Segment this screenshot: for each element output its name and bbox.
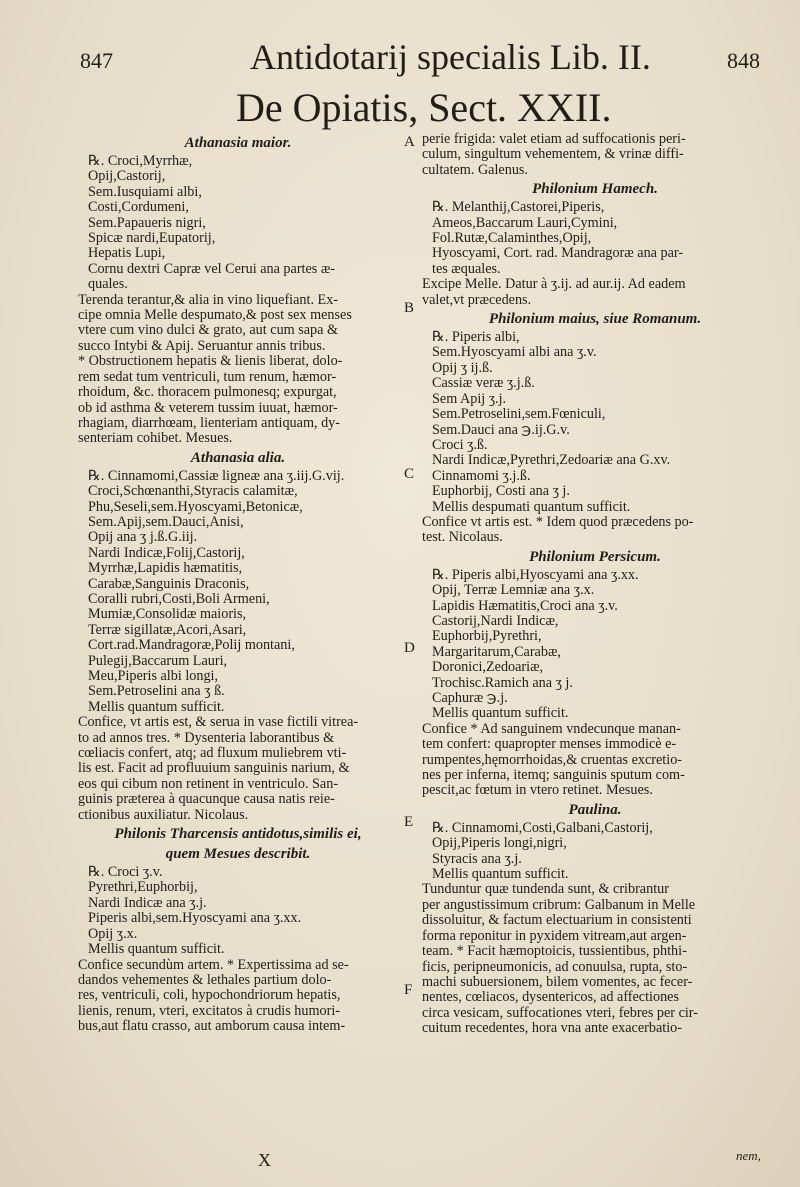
ingredient-line: tes æquales.	[432, 260, 501, 277]
text-line: team. * Facit hæmoptoicis, tussientibus, phthi-	[422, 943, 687, 960]
text-line: cuitum recedentes, hora vna ante exacerbatio-	[422, 1020, 682, 1037]
ingredient-line: Myrrhæ,Lapidis hæmatitis,	[88, 560, 243, 577]
text-line: Tunduntur quæ tundenda sunt, & cribrantur	[422, 881, 669, 898]
ingredient-line: Sem Apij ʒ.j.	[432, 390, 507, 407]
text-line: vtere cum vino dulci & grato, aut cum sapa &	[78, 322, 339, 339]
ingredient-line: Nardi Indicæ ana ʒ.j.	[88, 894, 207, 911]
text-line: nentes, cœliacos, dysentericos, ad affectiones	[422, 989, 679, 1006]
ingredient-line: Hepatis Lupi,	[88, 245, 166, 262]
text-line: perie frigida: valet etiam ad suffocationis peri-	[422, 131, 686, 147]
text-line: cipe omnia Melle despumato,& post sex menses	[78, 307, 352, 324]
margin-letter: B	[404, 300, 415, 316]
ingredient-line: ℞. Croci ʒ.v.	[88, 864, 163, 881]
margin-letter: A	[404, 134, 415, 150]
ingredient-line: Opij,Castorij,	[88, 168, 166, 185]
text-line: bus,aut flatu crasso, aut amborum causa intem-	[78, 1018, 346, 1035]
ingredient-line: Cassiæ veræ ʒ.j.ß.	[432, 375, 535, 392]
ingredient-line: Costi,Cordumeni,	[88, 199, 189, 216]
text-line: res, ventriculi, coli, hypochondriorum hepatis,	[78, 987, 341, 1004]
recipe-heading: Philonium Persicum.	[529, 548, 661, 565]
ingredient-line: Hyoscyami, Cort. rad. Mandragoræ ana par-	[432, 245, 684, 262]
ingredient-line: Styracis ana ʒ.j.	[432, 850, 522, 867]
ingredient-line: Mumiæ,Consolidæ maioris,	[88, 606, 247, 623]
text-line: ob id asthma & veterem tussim iuuat, hæmor-	[78, 399, 338, 416]
ingredient-line: Opij ʒ ij.ß.	[432, 359, 493, 376]
ingredient-line: Sem.Dauci ana ℈.ij.G.v.	[432, 421, 570, 438]
ingredient-line: ℞. Piperis albi,	[432, 329, 520, 346]
text-line: guinis præterea à quacunque causa natis reie-	[78, 791, 335, 808]
ingredient-line: Fol.Rutæ,Calaminthes,Opij,	[432, 230, 592, 247]
recipe-heading: Philonium Hamech.	[532, 181, 658, 198]
ingredient-line: Mellis despumati quantum sufficit.	[432, 498, 631, 515]
ingredient-line: Mellis quantum sufficit.	[432, 866, 569, 883]
ingredient-line: Opij, Terræ Lemniæ ana ʒ.x.	[432, 582, 595, 599]
ingredient-line: Opij,Piperis longi,nigri,	[432, 835, 567, 852]
recipe-heading: Paulina.	[568, 801, 622, 818]
ingredient-line: Margaritarum,Carabæ,	[432, 643, 561, 660]
text-line: * Obstructionem hepatis & lienis liberat, dolo-	[78, 353, 343, 370]
ingredient-line: Croci,Schœnanthi,Styracis calamitæ,	[88, 483, 298, 500]
ingredient-line: ℞. Croci,Myrrhæ,	[88, 153, 193, 169]
ingredient-line: Cornu dextri Capræ vel Cerui ana partes æ-	[88, 260, 336, 277]
page-number-right: 848	[727, 48, 760, 73]
catchword: nem,	[736, 1148, 761, 1163]
left-column	[78, 132, 398, 1035]
ingredient-line: Carabæ,Sanguinis Draconis,	[88, 575, 250, 592]
ingredient-line: quales.	[88, 276, 128, 293]
ingredient-line: Meu,Piperis albi longi,	[88, 668, 219, 684]
ingredient-line: Lapidis Hæmatitis,Croci ana ʒ.v.	[432, 597, 618, 614]
text-line: nes per inferna, itemq; sanguinis sputum com-	[422, 767, 685, 784]
recipe-heading: Athanasia maior.	[184, 135, 292, 151]
text-line: test. Nicolaus.	[422, 529, 503, 546]
ingredient-line: Caphuræ ℈.j.	[432, 690, 508, 706]
text-line: culum, singultum vehementem, & vrinæ diffi-	[422, 146, 684, 163]
text-line: Excipe Melle. Datur à ʒ.ij. ad aur.ij. Ad eadem	[422, 276, 686, 293]
recipe-heading: Philonium maius, siue Romanum.	[488, 311, 702, 328]
ingredient-line: Euphorbij,Pyrethri,	[432, 628, 542, 645]
text-line: circa vesicam, suffocationes vteri, febres per cir-	[422, 1004, 698, 1021]
text-line: tem confert: quapropter menses immodicè e-	[422, 736, 677, 753]
text-line: senteriam cohibet. Mesues.	[78, 430, 233, 447]
ingredient-line: Croci ʒ.ß.	[432, 436, 488, 453]
ingredient-line: Piperis albi,sem.Hyoscyami ana ʒ.xx.	[88, 910, 302, 927]
ingredient-line: Cinnamomi ʒ.j.ß.	[432, 467, 531, 484]
ingredient-line: ℞. Melanthij,Castorei,Piperis,	[432, 199, 605, 216]
running-title: Antidotarij specialis Lib. II.	[250, 37, 651, 77]
ingredient-line: Castorij,Nardi Indicæ,	[432, 612, 559, 629]
ingredient-line: Mellis quantum sufficit.	[432, 705, 569, 722]
ingredient-line: Mellis quantum sufficit.	[88, 941, 225, 958]
text-line: rem sedat tum ventriculi, tum renum, hæmor-	[78, 368, 337, 385]
ingredient-line: Doronici,Zedoariæ,	[432, 659, 544, 676]
section-title: De Opiatis, Sect. XXII.	[236, 85, 612, 130]
ingredient-line: Phu,Seseli,sem.Hyoscyami,Betonicæ,	[88, 498, 303, 515]
text-line: succo Intybi & Apij. Seruantur annis tribus.	[78, 337, 326, 354]
ingredient-line: Sem.Iusquiami albi,	[88, 183, 202, 200]
ingredient-line: Spicæ nardi,Eupatorij,	[88, 230, 216, 247]
ingredient-line: Opij ana ʒ j.ß.G.iij.	[88, 529, 198, 546]
margin-letter: C	[404, 466, 415, 482]
ingredient-line: ℞. Piperis albi,Hyoscyami ana ʒ.xx.	[432, 566, 639, 583]
margin-letter: E	[404, 814, 414, 830]
ingredient-line: Nardi Indicæ,Folij,Castorij,	[88, 544, 245, 561]
text-line: cultatem. Galenus.	[422, 161, 528, 178]
ingredient-line: Sem.Hyoscyami albi ana ʒ.v.	[432, 344, 597, 361]
text-line: dissoluitur, & factum electuarium in consistenti	[422, 912, 692, 929]
ingredient-line: Sem.Papaueris nigri,	[88, 214, 206, 231]
margin-letter: F	[404, 982, 413, 998]
ingredient-line: Terræ sigillatæ,Acori,Asari,	[88, 621, 247, 638]
text-line: cœliacis confert, atq; ad fluxum muliebrem vti-	[78, 745, 347, 762]
text-line: ficis, peripneumonicis, ad conuulsa, rupta, sto-	[422, 958, 688, 975]
text-line: Terenda terantur,& alia in vino liquefiant. Ex-	[78, 291, 339, 308]
text-line: machi subuersionem, bilem vomentes, ac fecer-	[422, 973, 693, 990]
ingredient-line: ℞. Cinnamomi,Costi,Galbani,Castorij,	[432, 819, 653, 836]
ingredient-line: Mellis quantum sufficit.	[88, 698, 225, 715]
text-line: lienis, renum, vteri, excitatos à crudis humori-	[78, 1002, 341, 1019]
margin-letter: D	[404, 640, 415, 656]
text-line: Confice vt artis est. * Idem quod præcedens po-	[422, 513, 694, 530]
text-line: Confice * Ad sanguinem vndecunque manan-	[422, 720, 681, 737]
text-line: pescit,ac fœtum in vtero retinet. Mesues.	[422, 782, 653, 799]
signature-mark: X	[258, 1150, 271, 1170]
ingredient-line: Opij ʒ.x.	[88, 925, 138, 942]
ingredient-line: Euphorbij, Costi ana ʒ j.	[432, 483, 570, 500]
ingredient-line: Trochisc.Ramich ana ʒ j.	[432, 674, 573, 691]
text-line: ctionibus auxiliatur. Nicolaus.	[78, 806, 249, 823]
ingredient-line: Cort.rad.Mandragoræ,Polij montani,	[88, 637, 295, 654]
ingredient-line: ℞. Cinnamomi,Cassiæ ligneæ ana ʒ.iij.G.vij.	[88, 467, 345, 484]
text-line: rhagiam, diarrhœam, lienteriam antiquam, dy-	[78, 414, 340, 431]
ingredient-line: Coralli rubri,Costi,Boli Armeni,	[88, 590, 270, 607]
text-line: per angustissimum cribrum: Galbanum in Melle	[422, 896, 696, 913]
right-column	[422, 132, 768, 1037]
recipe-heading: Athanasia alia.	[190, 449, 286, 466]
ingredient-line: Pulegij,Baccarum Lauri,	[88, 652, 228, 669]
text-line: to ad annos tres. * Dysenteria laborantibus &	[78, 729, 335, 746]
recipe-heading: quem Mesues describit.	[165, 846, 311, 863]
text-line: rumpentes,hęmorrhoidas,& cruentas excretio-	[422, 751, 683, 768]
ingredient-line: Nardi Indicæ,Pyrethri,Zedoariæ ana G.xv.	[432, 452, 671, 469]
ingredient-line: Sem.Petroselini,sem.Fœniculi,	[432, 406, 606, 423]
ingredient-line: Sem.Apij,sem.Dauci,Anisi,	[88, 513, 244, 530]
text-line: dandos vehementes & lethales partium dolo-	[78, 971, 332, 988]
ingredient-line: Sem.Petroselini ana ʒ ß.	[88, 683, 225, 700]
text-line: lis est. Facit ad profluuium sanguinis narium, &	[78, 760, 350, 777]
ingredient-line: Pyrethri,Euphorbij,	[88, 879, 198, 896]
text-line: eos qui cibum non retinent in ventriculo. San-	[78, 775, 339, 792]
recipe-heading: Philonis Tharcensis antidotus,similis ei,	[114, 826, 362, 843]
text-line: valet,vt præcedens.	[422, 291, 532, 308]
ingredient-line: Ameos,Baccarum Lauri,Cymini,	[432, 214, 618, 231]
page-number-left: 847	[80, 48, 113, 73]
text-line: forma reponitur in pyxidem vitream,aut argen-	[422, 927, 687, 944]
text-line: Confice, vt artis est, & serua in vase fictili vitrea-	[78, 714, 359, 731]
text-line: Confice secundùm artem. * Expertissima ad se-	[78, 956, 349, 973]
text-line: rhoidum, &c. thoracem pulmonesq; expurgat,	[78, 384, 337, 401]
